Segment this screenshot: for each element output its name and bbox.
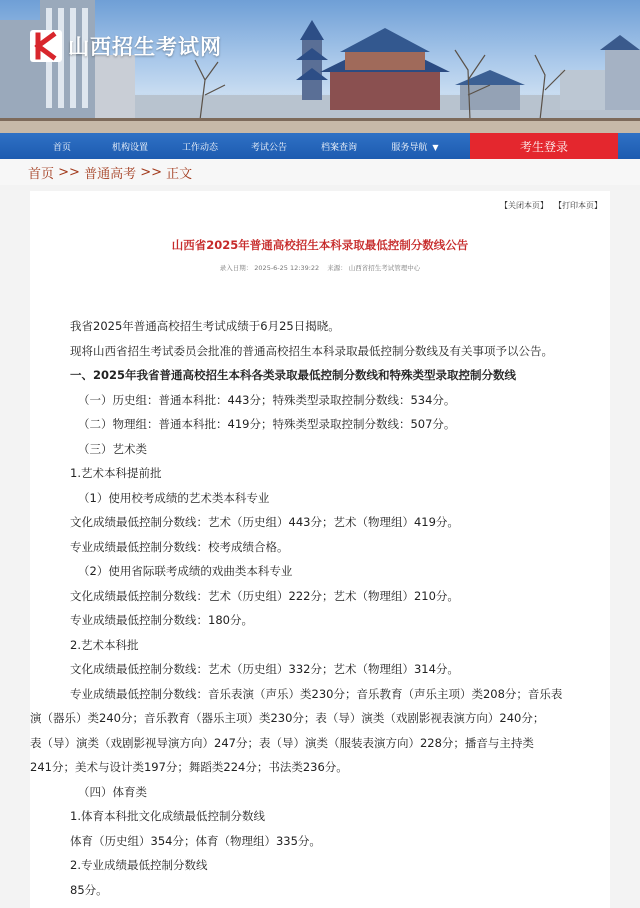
article-date: 录入日期： 2025-6-25 12:39:22: [219, 264, 320, 272]
paragraph: 文化成绩最低控制分数线：艺术（历史组）222分；艺术（物理组）210分。: [70, 588, 459, 603]
paragraph: （一）历史组：普通本科批：443分；特殊类型录取控制分数线：534分。: [78, 392, 456, 407]
paragraph: 85分。: [70, 882, 108, 897]
paragraph: 241分；美术与设计类197分；舞蹈类224分；书法类236分。: [30, 760, 348, 774]
paragraph: （二）物理组：普通本科批：419分；特殊类型录取控制分数线：507分。: [78, 417, 456, 431]
nav-archive-query[interactable]: 档案查询: [320, 142, 357, 153]
paragraph: 表（导）演类（戏剧影视导演方向）247分；表（导）演类（服装表演方向）228分；播音与主持类: [30, 735, 534, 750]
breadcrumb-home[interactable]: 首页: [28, 166, 55, 182]
article-source: 来源： 山西省招生考试管理中心: [327, 264, 421, 272]
paragraph: 文化成绩最低控制分数线：艺术（历史组）443分；艺术（物理组）419分。: [70, 515, 459, 529]
paragraph: 演（器乐）类240分；音乐教育（器乐主项）类230分；表（导）演类（戏剧影视表演方向）240分；: [30, 711, 545, 725]
paragraph: （三）艺术类: [78, 441, 147, 456]
paragraph: 专业成绩最低控制分数线：180分。: [70, 613, 253, 627]
nav-work-news[interactable]: 工作动态: [181, 142, 218, 153]
paragraph: 现将山西省招生考试委员会批准的普通高校招生本科录取最低控制分数线及有关事项予以公告。: [70, 343, 553, 358]
print-page-link[interactable]: 【打印本页】: [558, 201, 602, 210]
article-body: [30, 314, 600, 902]
site-logo[interactable]: [28, 28, 222, 64]
breadcrumb-section[interactable]: 普通高考: [84, 166, 137, 182]
main-nav: [0, 133, 640, 159]
paragraph: （2）使用省际联考成绩的戏曲类本科专业: [78, 564, 293, 578]
site-name: 山西招生考试网: [68, 34, 222, 59]
paragraph: 1.体育本科批文化成绩最低控制分数线: [70, 809, 265, 823]
candidate-login-button[interactable]: 考生登录: [470, 133, 618, 159]
nav-home[interactable]: 首页: [52, 142, 71, 153]
paragraph: 我省2025年普通高校招生考试成绩于6月25日揭晓。: [70, 319, 340, 333]
page-tools: [490, 200, 602, 211]
article-card: [30, 191, 610, 908]
paragraph: 专业成绩最低控制分数线：校考成绩合格。: [70, 539, 289, 554]
paragraph: 专业成绩最低控制分数线：音乐表演（声乐）类230分；音乐教育（声乐主项）类208分；音乐表: [70, 686, 563, 701]
nav-exam-notices[interactable]: 考试公告: [250, 142, 287, 153]
logo-k-icon: [28, 28, 64, 64]
paragraph: 1.艺术本科提前批: [70, 466, 162, 480]
breadcrumb-separator: >>: [54, 164, 85, 180]
paragraph: 体育（历史组）354分；体育（物理组）335分。: [70, 833, 321, 848]
close-page-link[interactable]: 【关闭本页】: [500, 201, 548, 210]
article-meta: [30, 263, 610, 272]
breadcrumb: [0, 159, 640, 185]
city-skyline-illustration: [0, 0, 640, 133]
header-banner: [0, 0, 640, 133]
section-heading: 一、2025年我省普通高校招生本科各类录取最低控制分数线和特殊类型录取控制分数线: [70, 368, 517, 382]
paragraph: 2.专业成绩最低控制分数线: [70, 858, 208, 872]
nav-organization[interactable]: 机构设置: [111, 142, 148, 153]
paragraph: 2.艺术本科批: [70, 637, 139, 652]
paragraph: （1）使用校考成绩的艺术类本科专业: [78, 490, 270, 505]
caret-down-icon: ▼: [432, 142, 439, 152]
breadcrumb-current: 正文: [166, 166, 193, 182]
nav-service-guide-label: 服务导航: [391, 142, 428, 153]
nav-service-guide[interactable]: [374, 140, 456, 153]
paragraph: 文化成绩最低控制分数线：艺术（历史组）332分；艺术（物理组）314分。: [70, 662, 459, 676]
article-title: 山西省2025年普通高校招生本科录取最低控制分数线公告: [171, 238, 469, 252]
paragraph: （四）体育类: [78, 784, 147, 799]
breadcrumb-separator: >>: [136, 164, 167, 180]
